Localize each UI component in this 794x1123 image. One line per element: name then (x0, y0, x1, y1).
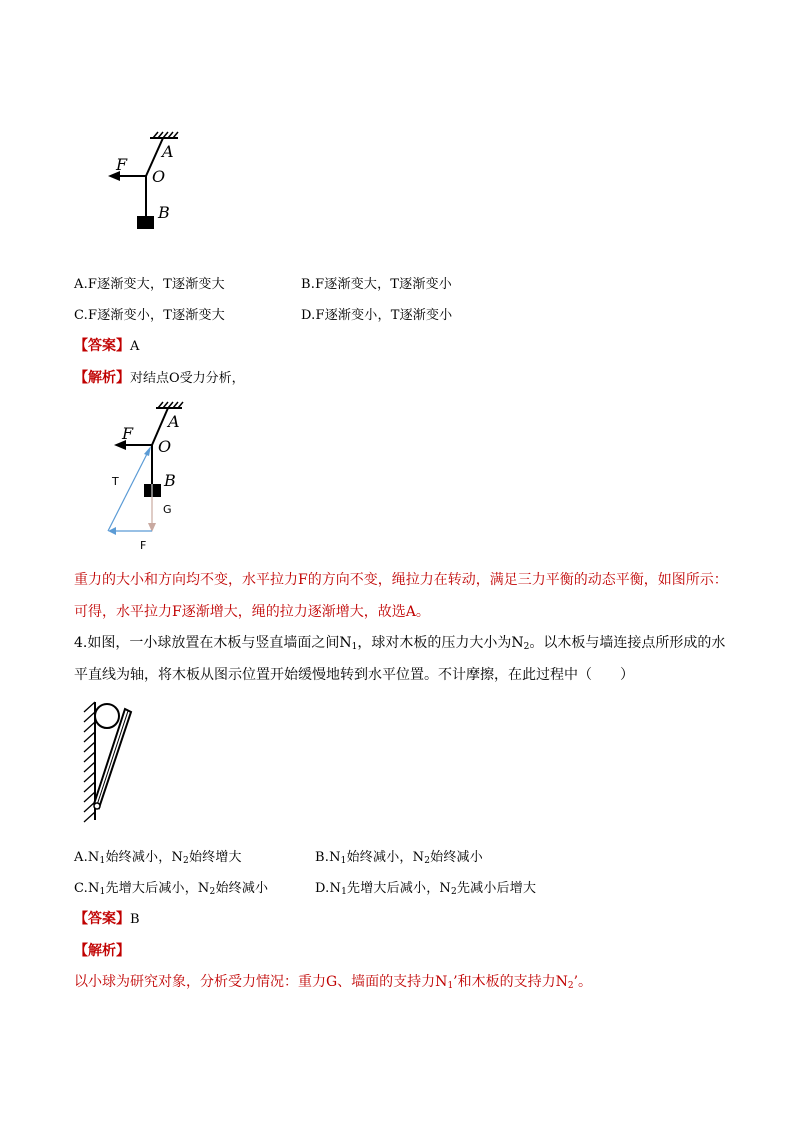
analysis-text: 对结点O受力分析， (130, 371, 245, 386)
q4-option-b: $B.N_1$始终减小，$N_2$始终减小 (315, 850, 483, 866)
q4-stem-1a: 4.如图，一小球放置在木板与竖直墙面之间N (74, 635, 352, 651)
q3-option-c: C.F逐渐变小，T逐渐变大 (74, 308, 225, 323)
q4-stem-sub1: 1 (351, 642, 358, 652)
label-b: B (158, 203, 170, 222)
q3-answer (74, 335, 139, 355)
label-f: F (116, 155, 128, 174)
analysis-tag: 【解析】 (74, 370, 130, 386)
tension-t-vector (108, 448, 150, 531)
figure-2-diagram (100, 398, 210, 558)
q3-option-a: A.F逐渐变大，T逐渐变大 (74, 277, 225, 292)
ceiling-hatch (156, 402, 183, 408)
label-o: O (152, 167, 166, 186)
q4-answer (74, 908, 140, 928)
q3-option-d: D.F逐渐变小，T逐渐变小 (301, 308, 453, 323)
q4-stem-line-2: 平直线为轴，将木板从图示位置开始缓慢地转到水平位置。不计摩擦，在此过程中（ ） (74, 667, 634, 683)
analysis-tag: 【解析】 (74, 943, 130, 959)
q4-explain-line: 以小球为研究对象，分析受力情况：重力G、墙面的支持力$N_1$’和木板的支持力$N_2$’。 (74, 974, 593, 991)
q4-analysis-tag (74, 940, 130, 960)
label-g: G (163, 503, 172, 516)
q3-explain-line-2: 可得，水平拉力F逐渐增大，绳的拉力逐渐增大，故选A。 (74, 604, 430, 620)
figure-1-diagram (100, 128, 200, 238)
q3-option-b: B.F逐渐变大，T逐渐变小 (301, 277, 452, 292)
q4-option-d: $D.N_1$先增大后减小，$N_2$先减小后增大 (315, 881, 537, 897)
q4-option-a: $A.N_1$始终减小，$N_2$始终增大 (74, 850, 242, 866)
ball (95, 704, 119, 728)
q4-stem-1c: 。以木板与墙连接点所形成的水 (529, 635, 726, 651)
tension-t-arrowhead (144, 446, 151, 456)
pivot (94, 803, 100, 809)
answer-value: B (130, 912, 140, 927)
label-f: F (122, 424, 134, 443)
label-t: T (112, 475, 119, 488)
label-a: A (162, 142, 174, 161)
q3-analysis (74, 367, 245, 387)
figure-3-diagram (80, 698, 150, 828)
answer-value: A (130, 339, 140, 354)
q4-stem-sub2: 2 (523, 642, 530, 652)
answer-tag: 【答案】 (74, 338, 130, 354)
label-o: O (158, 437, 172, 456)
weight-block (137, 216, 154, 229)
q4-option-c: $C.N_1$先增大后减小，$N_2$始终减小 (74, 881, 269, 897)
q3-explain-line-1: 重力的大小和方向均不变，水平拉力F的方向不变，绳拉力在转动，满足三力平衡的动态平衡，如图所示： (74, 572, 728, 588)
q4-stem-line-1 (74, 632, 725, 652)
label-f2: F (140, 539, 147, 552)
label-b: B (164, 471, 176, 490)
q4-stem-1b: ，球对木板的压力大小为N (357, 635, 524, 651)
ceiling-hatch (150, 132, 178, 138)
label-a: A (168, 412, 180, 431)
answer-tag: 【答案】 (74, 911, 130, 927)
